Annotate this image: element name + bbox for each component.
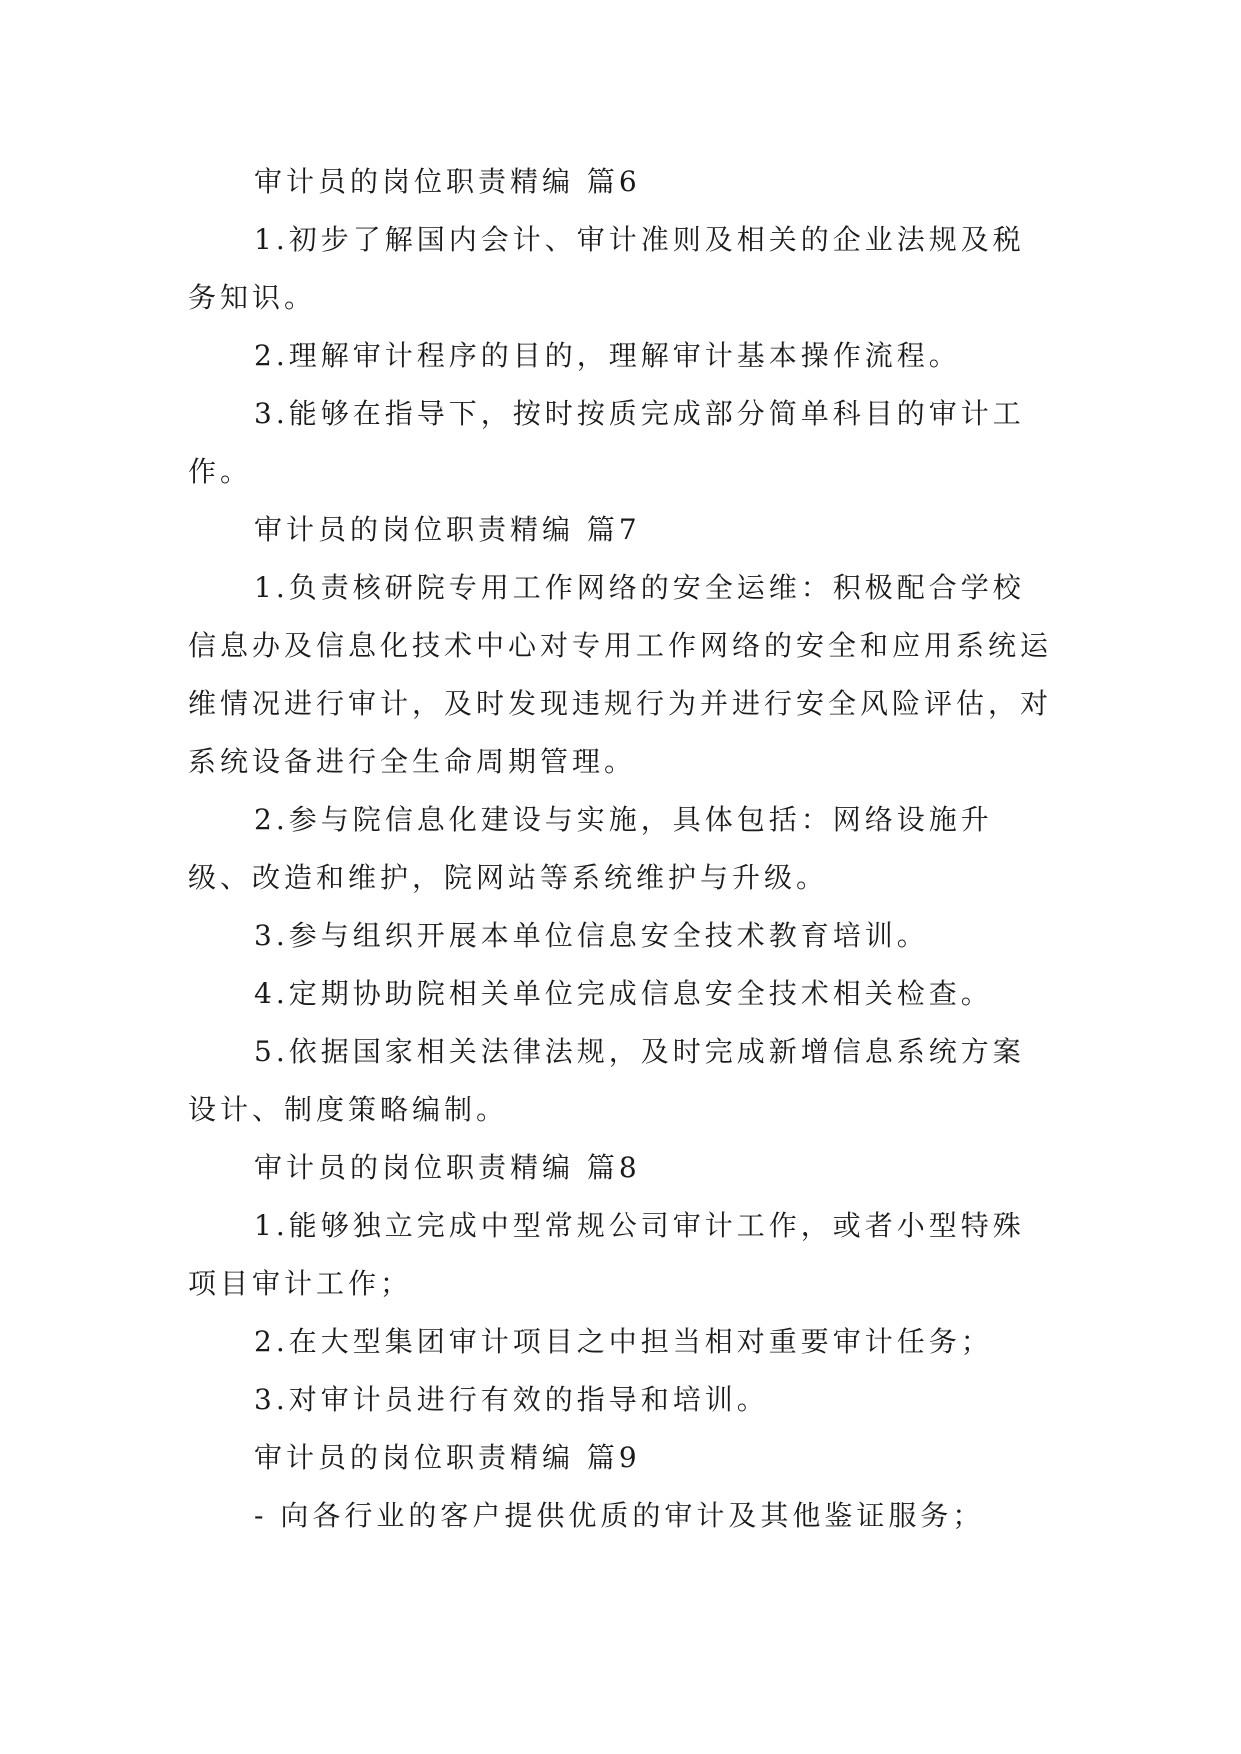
paragraph: 1.初步了解国内会计、审计准则及相关的企业法规及税务知识。	[188, 223, 1025, 314]
paragraph: 2.参与院信息化建设与实施，具体包括：网络设施升级、改造和维护，院网站等系统维护与升级。	[188, 803, 993, 894]
section-heading: 审计员的岗位职责精编 篇8	[254, 1151, 641, 1184]
paragraph: 3.参与组织开展本单位信息安全技术教育培训。	[254, 919, 929, 952]
paragraph: 3.对审计员进行有效的指导和培训。	[254, 1383, 769, 1416]
paragraph: 3.能够在指导下，按时按质完成部分简单科目的审计工作。	[188, 397, 1025, 488]
paragraph: 4.定期协助院相关单位完成信息安全技术相关检查。	[254, 977, 993, 1010]
paragraph: - 向各行业的客户提供优质的审计及其他鉴证服务；	[254, 1499, 985, 1532]
section-heading: 审计员的岗位职责精编 篇6	[254, 165, 641, 198]
section-heading: 审计员的岗位职责精编 篇7	[254, 513, 641, 546]
document-body	[188, 153, 1054, 1545]
paragraph: 2.在大型集团审计项目之中担当相对重要审计任务；	[254, 1325, 993, 1358]
paragraph: 1.能够独立完成中型常规公司审计工作，或者小型特殊项目审计工作；	[188, 1209, 1025, 1300]
section-heading: 审计员的岗位职责精编 篇9	[254, 1441, 641, 1474]
paragraph: 5.依据国家相关法律法规，及时完成新增信息系统方案设计、制度策略编制。	[188, 1035, 1025, 1126]
paragraph: 1.负责核研院专用工作网络的安全运维：积极配合学校信息办及信息化技术中心对专用工作网络的安全和应用系统运维情况进行审计，及时发现违规行为并进行安全风险评估，对系统设备进行全生命周期管理。	[188, 571, 1053, 778]
paragraph: 2.理解审计程序的目的，理解审计基本操作流程。	[254, 339, 961, 372]
